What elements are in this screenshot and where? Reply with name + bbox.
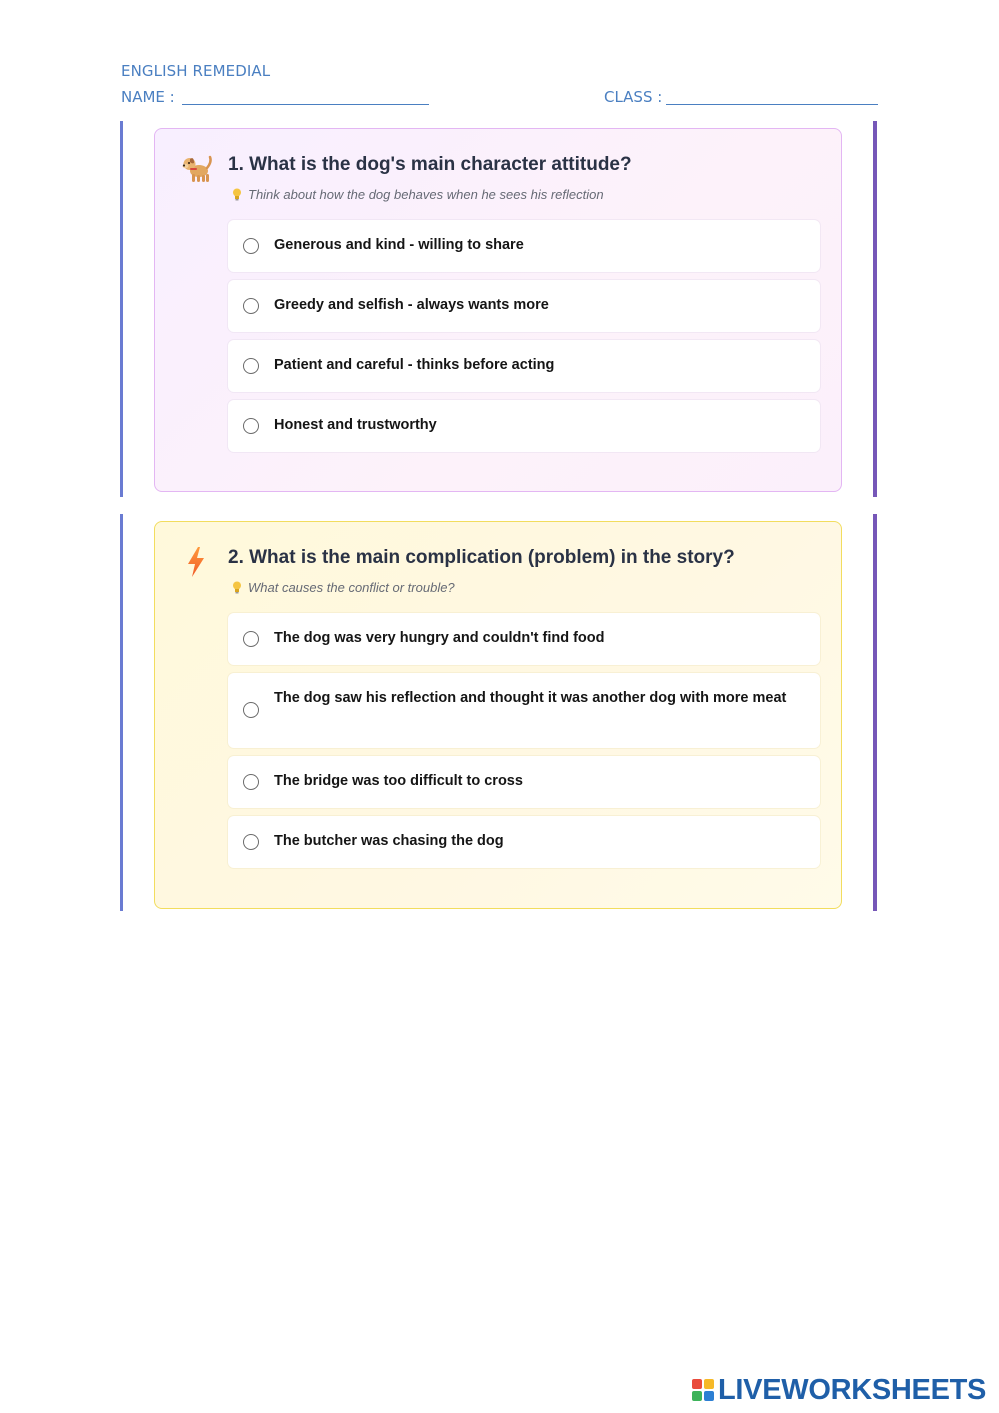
question-card-2: [154, 521, 842, 909]
radio-button[interactable]: [243, 358, 259, 374]
name-input-line[interactable]: [182, 104, 429, 105]
answer-option[interactable]: [228, 340, 820, 392]
answer-option[interactable]: [228, 280, 820, 332]
class-input-line[interactable]: [666, 104, 878, 105]
dog-icon: [181, 151, 215, 185]
left-border-bar-1: [120, 121, 123, 497]
worksheet-subject: ENGLISH REMEDIAL: [121, 62, 271, 80]
right-border-bar-1: [873, 121, 877, 497]
answer-option[interactable]: [228, 673, 820, 748]
liveworksheets-logo: [691, 1374, 986, 1406]
answer-option[interactable]: [228, 220, 820, 272]
question-card-1: [154, 128, 842, 492]
answer-option[interactable]: [228, 400, 820, 452]
radio-button[interactable]: [243, 418, 259, 434]
radio-button[interactable]: [243, 298, 259, 314]
hint-text: What causes the conflict or trouble?: [248, 580, 455, 595]
logo-mark-icon: [691, 1378, 715, 1402]
lightbulb-icon: [232, 581, 242, 594]
name-label: NAME :: [121, 88, 175, 106]
right-border-bar-2: [873, 514, 877, 911]
option-label: Greedy and selfish - always wants more: [274, 297, 549, 313]
radio-button[interactable]: [243, 774, 259, 790]
option-label: The butcher was chasing the dog: [274, 833, 504, 849]
hint-text: Think about how the dog behaves when he sees his reflection: [248, 187, 604, 202]
option-label: The dog saw his reflection and thought it was another dog with more meat: [274, 690, 787, 706]
question-hint: [232, 580, 455, 595]
lightning-icon: [185, 546, 219, 580]
answer-option[interactable]: [228, 756, 820, 808]
answer-option[interactable]: [228, 816, 820, 868]
radio-button[interactable]: [243, 702, 259, 718]
option-label: Generous and kind - willing to share: [274, 237, 524, 253]
option-label: The dog was very hungry and couldn't find food: [274, 630, 605, 646]
answer-option[interactable]: [228, 613, 820, 665]
option-label: Honest and trustworthy: [274, 417, 437, 433]
class-label: CLASS :: [604, 88, 663, 106]
radio-button[interactable]: [243, 631, 259, 647]
radio-button[interactable]: [243, 834, 259, 850]
option-label: Patient and careful - thinks before acting: [274, 357, 555, 373]
question-title: 1. What is the dog's main character attitude?: [228, 154, 632, 175]
option-label: The bridge was too difficult to cross: [274, 773, 523, 789]
left-border-bar-2: [120, 514, 123, 911]
lightbulb-icon: [232, 188, 242, 201]
radio-button[interactable]: [243, 238, 259, 254]
logo-text: LIVEWORKSHEETS: [718, 1374, 987, 1406]
question-title: 2. What is the main complication (problem) in the story?: [228, 547, 735, 568]
question-hint: [232, 187, 604, 202]
